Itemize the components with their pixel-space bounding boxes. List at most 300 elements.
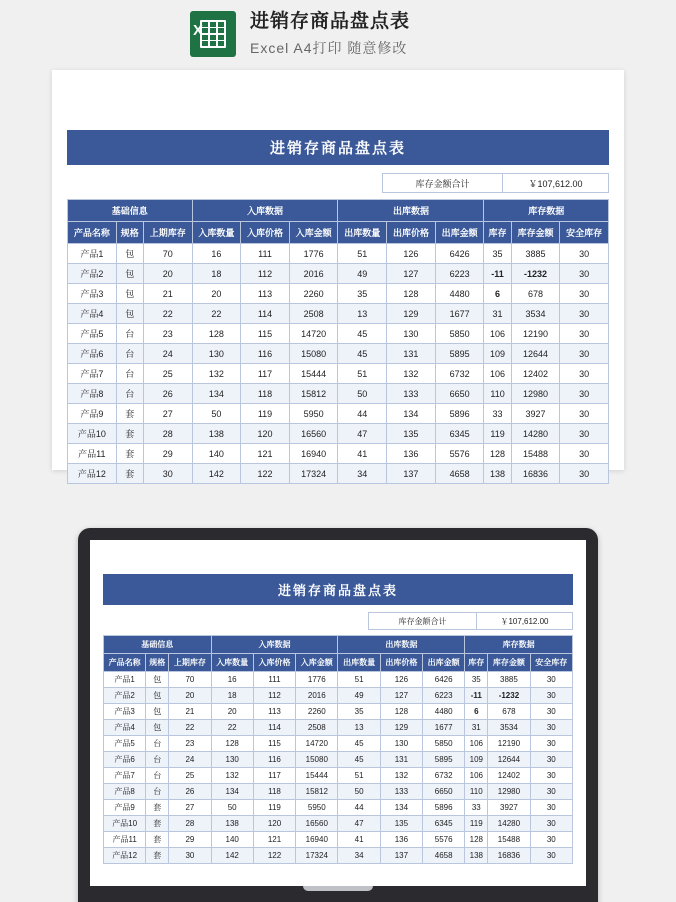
table-cell: 131	[387, 344, 436, 364]
table-cell: 127	[387, 264, 436, 284]
table-cell: 26	[169, 784, 211, 800]
table-cell: 142	[211, 848, 253, 864]
table-row	[104, 672, 573, 688]
table-cell: 132	[380, 768, 422, 784]
table-cell: 45	[338, 324, 387, 344]
column-header-cell: 出库数量	[338, 654, 380, 672]
table-row	[68, 364, 609, 384]
column-header-cell: 出库数量	[338, 222, 387, 244]
table-row	[104, 752, 573, 768]
table-row	[68, 424, 609, 444]
table-row	[68, 264, 609, 284]
table-cell: 47	[338, 816, 380, 832]
table-cell: 5850	[435, 324, 484, 344]
column-header-cell: 上期库存	[143, 222, 192, 244]
column-header-cell: 规格	[146, 654, 169, 672]
page-subtitle: Excel A4打印 随意修改	[250, 39, 408, 56]
table-cell: 126	[387, 244, 436, 264]
page-title: 进销存商品盘点表	[250, 11, 411, 33]
table-cell: 41	[338, 832, 380, 848]
table-cell: 138	[192, 424, 241, 444]
table-cell: 118	[253, 784, 295, 800]
table-cell: 套	[146, 848, 169, 864]
document-preview-card	[52, 70, 624, 479]
table-cell: 128	[387, 284, 436, 304]
table-cell: 2016	[289, 264, 338, 284]
table-cell: 4658	[435, 464, 484, 484]
table-cell: 50	[338, 784, 380, 800]
group-header-cell: 基础信息	[68, 200, 193, 222]
column-header-cell: 入库价格	[241, 222, 290, 244]
column-header-cell: 安全库存	[560, 222, 609, 244]
group-header-cell: 出库数据	[338, 200, 484, 222]
column-header-cell: 安全库存	[530, 654, 572, 672]
column-header-cell: 产品名称	[68, 222, 117, 244]
table-cell: 140	[192, 444, 241, 464]
table-row	[104, 688, 573, 704]
table-cell: 137	[387, 464, 436, 484]
table-head-flat	[68, 200, 609, 244]
table-cell: 产品11	[68, 444, 117, 464]
table-row	[104, 848, 573, 864]
table-cell: 1677	[423, 720, 465, 736]
column-header-cell: 上期库存	[169, 654, 211, 672]
table-cell: 6732	[423, 768, 465, 784]
table-cell: 30	[530, 704, 572, 720]
table-cell: 51	[338, 672, 380, 688]
table-cell: 16940	[289, 444, 338, 464]
table-cell: 15488	[488, 832, 530, 848]
totals-row-mini	[103, 612, 573, 630]
table-cell: 24	[143, 344, 192, 364]
table-cell: 30	[143, 464, 192, 484]
totals-value-mini: ￥107,612.00	[500, 616, 549, 626]
table-cell: 121	[241, 444, 290, 464]
table-cell: 130	[192, 344, 241, 364]
table-cell: 13	[338, 304, 387, 324]
table-cell: 18	[192, 264, 241, 284]
table-cell: 109	[484, 344, 511, 364]
table-cell: 127	[380, 688, 422, 704]
table-cell: 13	[338, 720, 380, 736]
table-cell: 31	[484, 304, 511, 324]
column-header-row-mini	[104, 654, 573, 672]
table-row	[68, 344, 609, 364]
table-cell: 28	[143, 424, 192, 444]
table-cell: 109	[465, 752, 488, 768]
table-cell: 134	[380, 800, 422, 816]
table-cell: 114	[253, 720, 295, 736]
column-header-cell: 入库金额	[296, 654, 338, 672]
table-cell: 119	[484, 424, 511, 444]
table-cell: 1776	[289, 244, 338, 264]
table-cell: 14720	[296, 736, 338, 752]
table-cell: 133	[380, 784, 422, 800]
table-cell: 30	[530, 736, 572, 752]
group-header-cell: 基础信息	[104, 636, 212, 654]
column-header-cell: 出库金额	[435, 222, 484, 244]
table-cell: 106	[484, 364, 511, 384]
table-cell: 15812	[296, 784, 338, 800]
table-cell: 16	[192, 244, 241, 264]
table-cell: 135	[387, 424, 436, 444]
table-cell: 18	[211, 688, 253, 704]
table-body-flat	[68, 244, 609, 484]
table-cell: 6650	[423, 784, 465, 800]
table-cell: 2260	[289, 284, 338, 304]
table-cell: 128	[192, 324, 241, 344]
table-cell: 台	[146, 752, 169, 768]
laptop-notch	[303, 886, 373, 891]
table-cell: 138	[465, 848, 488, 864]
table-cell: 130	[387, 324, 436, 344]
preview-header	[0, 0, 676, 68]
table-cell: 30	[560, 304, 609, 324]
table-cell: 20	[169, 688, 211, 704]
table-row	[104, 704, 573, 720]
table-cell: 70	[169, 672, 211, 688]
excel-x-letter: X	[193, 22, 204, 39]
group-header-row-flat	[68, 200, 609, 222]
table-cell: 136	[387, 444, 436, 464]
table-cell: 5895	[423, 752, 465, 768]
table-row	[104, 784, 573, 800]
table-cell: 30	[560, 264, 609, 284]
group-header-cell: 出库数据	[338, 636, 465, 654]
table-cell: 30	[530, 800, 572, 816]
table-cell: 套	[116, 404, 143, 424]
table-row	[68, 284, 609, 304]
table-cell: 4480	[423, 704, 465, 720]
table-cell: 6650	[435, 384, 484, 404]
table-cell: 5950	[296, 800, 338, 816]
table-row	[68, 444, 609, 464]
table-cell: 128	[484, 444, 511, 464]
table-cell: 30	[530, 848, 572, 864]
table-cell: 产品6	[68, 344, 117, 364]
table-cell: 133	[387, 384, 436, 404]
table-cell: -11	[484, 264, 511, 284]
table-cell: 3927	[511, 404, 560, 424]
table-cell: 产品4	[68, 304, 117, 324]
table-cell: 套	[146, 832, 169, 848]
table-cell: 6	[465, 704, 488, 720]
table-cell: 119	[465, 816, 488, 832]
table-cell: 产品8	[104, 784, 146, 800]
table-cell: 5895	[435, 344, 484, 364]
table-cell: 产品5	[104, 736, 146, 752]
table-cell: 24	[169, 752, 211, 768]
table-cell: 44	[338, 404, 387, 424]
table-cell: 135	[380, 816, 422, 832]
table-cell: 包	[146, 672, 169, 688]
totals-row-flat	[67, 173, 609, 193]
table-cell: 2508	[289, 304, 338, 324]
sheet-title-mini: 进销存商品盘点表	[103, 574, 573, 605]
table-cell: 包	[146, 704, 169, 720]
column-header-cell: 出库价格	[380, 654, 422, 672]
table-cell: 122	[253, 848, 295, 864]
table-cell: 132	[192, 364, 241, 384]
table-cell: 22	[192, 304, 241, 324]
table-cell: 138	[484, 464, 511, 484]
table-cell: 140	[211, 832, 253, 848]
table-cell: 产品10	[68, 424, 117, 444]
table-cell: 15488	[511, 444, 560, 464]
table-cell: 137	[380, 848, 422, 864]
table-cell: 产品8	[68, 384, 117, 404]
table-cell: 27	[143, 404, 192, 424]
table-cell: 台	[146, 736, 169, 752]
table-cell: 132	[211, 768, 253, 784]
table-cell: 台	[116, 324, 143, 344]
table-cell: 5576	[435, 444, 484, 464]
table-cell: 51	[338, 364, 387, 384]
table-row	[68, 404, 609, 424]
table-cell: 6223	[435, 264, 484, 284]
table-cell: 118	[241, 384, 290, 404]
table-cell: -1232	[511, 264, 560, 284]
table-body-mini	[104, 672, 573, 864]
table-cell: 126	[380, 672, 422, 688]
table-cell: 产品6	[104, 752, 146, 768]
table-cell: 5850	[423, 736, 465, 752]
table-cell: 30	[560, 364, 609, 384]
table-cell: 21	[169, 704, 211, 720]
table-cell: 130	[211, 752, 253, 768]
table-cell: 29	[143, 444, 192, 464]
table-cell: 1677	[435, 304, 484, 324]
table-cell: 30	[530, 816, 572, 832]
totals-value-flat: ￥107,612.00	[528, 178, 583, 189]
spreadsheet-glyph	[200, 20, 226, 48]
table-row	[104, 736, 573, 752]
table-row	[68, 384, 609, 404]
table-cell: 113	[253, 704, 295, 720]
table-cell: 30	[560, 464, 609, 484]
table-cell: 114	[241, 304, 290, 324]
table-cell: 16836	[511, 464, 560, 484]
table-cell: 30	[530, 784, 572, 800]
table-cell: 12402	[511, 364, 560, 384]
table-cell: 34	[338, 464, 387, 484]
table-cell: 台	[116, 344, 143, 364]
column-header-cell: 库存	[484, 222, 511, 244]
table-cell: 28	[169, 816, 211, 832]
table-cell: 128	[465, 832, 488, 848]
table-cell: 16940	[296, 832, 338, 848]
table-cell: 产品5	[68, 324, 117, 344]
table-cell: 12190	[488, 736, 530, 752]
table-cell: 30	[530, 720, 572, 736]
table-cell: 5576	[423, 832, 465, 848]
table-cell: 30	[530, 768, 572, 784]
table-cell: 25	[143, 364, 192, 384]
laptop-screen	[90, 540, 586, 886]
table-cell: 3885	[511, 244, 560, 264]
laptop-mockup	[78, 528, 598, 902]
column-header-cell: 入库金额	[289, 222, 338, 244]
header-text-block	[250, 10, 410, 58]
table-cell: 30	[560, 244, 609, 264]
group-header-row-mini	[104, 636, 573, 654]
laptop-body	[78, 528, 598, 902]
table-cell: 30	[530, 752, 572, 768]
table-cell: 33	[484, 404, 511, 424]
totals-label-flat: 库存金额合计	[383, 174, 503, 192]
table-cell: 台	[116, 364, 143, 384]
table-cell: 产品11	[104, 832, 146, 848]
table-cell: 产品9	[104, 800, 146, 816]
table-cell: 产品1	[68, 244, 117, 264]
table-cell: 3927	[488, 800, 530, 816]
column-header-cell: 库存金额	[488, 654, 530, 672]
table-cell: 6732	[435, 364, 484, 384]
table-cell: 49	[338, 688, 380, 704]
table-cell: 132	[387, 364, 436, 384]
table-cell: 119	[253, 800, 295, 816]
column-header-cell: 入库价格	[253, 654, 295, 672]
table-cell: 套	[146, 800, 169, 816]
table-cell: 134	[387, 404, 436, 424]
table-cell: 26	[143, 384, 192, 404]
table-cell: 47	[338, 424, 387, 444]
column-header-cell: 规格	[116, 222, 143, 244]
table-cell: 25	[169, 768, 211, 784]
table-cell: -1232	[488, 688, 530, 704]
table-cell: 套	[116, 444, 143, 464]
table-cell: 129	[387, 304, 436, 324]
table-cell: 35	[484, 244, 511, 264]
table-cell: 6345	[423, 816, 465, 832]
table-cell: 6426	[435, 244, 484, 264]
table-cell: 2508	[296, 720, 338, 736]
table-cell: 106	[484, 324, 511, 344]
table-cell: 50	[211, 800, 253, 816]
table-cell: 117	[253, 768, 295, 784]
table-cell: 23	[143, 324, 192, 344]
table-cell: 产品2	[68, 264, 117, 284]
excel-logo-icon	[190, 11, 236, 57]
table-cell: 12980	[488, 784, 530, 800]
table-cell: 120	[253, 816, 295, 832]
table-cell: 产品4	[104, 720, 146, 736]
table-cell: 117	[241, 364, 290, 384]
table-cell: 6426	[423, 672, 465, 688]
table-cell: 包	[116, 304, 143, 324]
table-cell: 128	[211, 736, 253, 752]
totals-label-mini: 库存金额合计	[369, 613, 477, 629]
table-cell: 1776	[296, 672, 338, 688]
table-cell: 6223	[423, 688, 465, 704]
table-cell: 产品1	[104, 672, 146, 688]
table-cell: 14720	[289, 324, 338, 344]
group-header-cell: 入库数据	[192, 200, 338, 222]
table-cell: 20	[143, 264, 192, 284]
table-cell: 45	[338, 344, 387, 364]
table-cell: 31	[465, 720, 488, 736]
table-cell: 134	[192, 384, 241, 404]
table-cell: 包	[116, 284, 143, 304]
table-cell: 51	[338, 244, 387, 264]
table-cell: 台	[146, 768, 169, 784]
table-cell: 产品12	[104, 848, 146, 864]
table-row	[104, 720, 573, 736]
sheet-flat	[52, 70, 624, 484]
table-cell: 129	[380, 720, 422, 736]
table-cell: 12190	[511, 324, 560, 344]
inventory-table-flat	[67, 199, 609, 484]
table-cell: 产品7	[68, 364, 117, 384]
table-cell: 51	[338, 768, 380, 784]
table-cell: 12644	[511, 344, 560, 364]
table-row	[104, 800, 573, 816]
column-header-cell: 出库价格	[387, 222, 436, 244]
table-cell: 14280	[511, 424, 560, 444]
table-cell: 49	[338, 264, 387, 284]
column-header-cell: 入库数量	[192, 222, 241, 244]
table-cell: 6	[484, 284, 511, 304]
table-cell: 12980	[511, 384, 560, 404]
table-cell: 23	[169, 736, 211, 752]
column-header-cell: 库存金额	[511, 222, 560, 244]
totals-box-flat	[382, 173, 609, 193]
table-cell: 套	[116, 424, 143, 444]
table-cell: 3534	[488, 720, 530, 736]
table-cell: 30	[530, 688, 572, 704]
table-cell: 5896	[423, 800, 465, 816]
table-cell: 113	[241, 284, 290, 304]
table-cell: 678	[511, 284, 560, 304]
table-cell: 产品7	[104, 768, 146, 784]
column-header-cell: 库存	[465, 654, 488, 672]
table-cell: 6345	[435, 424, 484, 444]
table-row	[104, 832, 573, 848]
table-row	[68, 324, 609, 344]
table-cell: 70	[143, 244, 192, 264]
table-cell: 2260	[296, 704, 338, 720]
table-cell: 16560	[289, 424, 338, 444]
table-cell: 45	[338, 736, 380, 752]
table-cell: 台	[146, 784, 169, 800]
table-cell: 22	[169, 720, 211, 736]
group-header-cell: 库存数据	[484, 200, 609, 222]
table-cell: 116	[253, 752, 295, 768]
table-cell: 30	[560, 424, 609, 444]
table-cell: 112	[241, 264, 290, 284]
table-row	[68, 464, 609, 484]
table-cell: 138	[211, 816, 253, 832]
table-cell: 106	[465, 736, 488, 752]
table-cell: 30	[560, 284, 609, 304]
table-cell: 16836	[488, 848, 530, 864]
table-cell: 115	[241, 324, 290, 344]
table-cell: 20	[192, 284, 241, 304]
table-row	[104, 816, 573, 832]
column-header-cell: 产品名称	[104, 654, 146, 672]
table-cell: 128	[380, 704, 422, 720]
table-row	[68, 244, 609, 264]
sheet-title-flat: 进销存商品盘点表	[67, 130, 609, 165]
table-cell: 套	[116, 464, 143, 484]
table-cell: 30	[169, 848, 211, 864]
table-cell: 30	[560, 404, 609, 424]
table-cell: 45	[338, 752, 380, 768]
table-cell: 30	[560, 444, 609, 464]
table-cell: 产品10	[104, 816, 146, 832]
table-cell: 5950	[289, 404, 338, 424]
table-cell: 21	[143, 284, 192, 304]
